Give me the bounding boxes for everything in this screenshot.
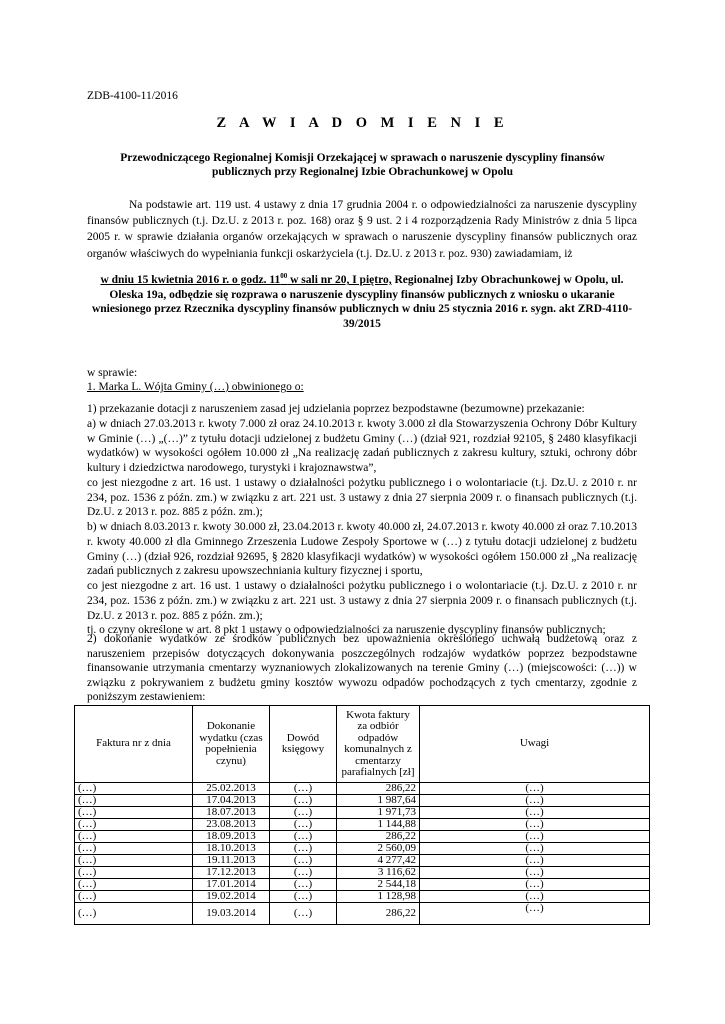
invoice-cell: (…) (75, 867, 193, 879)
amount-cell: 1 987,64 (337, 795, 420, 807)
document-subtitle: Przewodniczącego Regionalnej Komisji Orzekającej w sprawach o naruszenie dyscypliny finansów publicznych przy Regionalnej Izbie Obrachunkowej w Opolu (120, 152, 605, 178)
charge-1-intro: 1) przekazanie dotacji z naruszeniem zasad jej udzielania poprzez bezpodstawne (bezumowne) przekazanie: (87, 403, 585, 415)
header-expense-date: Dokonanie wydatku (czas popełnienia czynu) (193, 706, 270, 783)
charge-1-a: a) w dniach 27.03.2013 r. kwoty 7.000 zł oraz 24.10.2013 r. kwoty 3.000 zł dla Stowarzyszenia Ochrony Dóbr Kultury w Gminie (…) „(…)” z tytułu dotacji udzielonej z budżetu Gminy (…) (dział 921, rozdział 92105, § 2480 klasyfikacji wydatków) w wysokości ogółem 10.000 zł „Na realizację zadań publicznych z zakresu kultury, sztuki, ochrony dóbr kultury i dziedzictwa narodowego, turystyki i krajoznawstwa”, (87, 417, 637, 474)
document-reference: ZDB-4100-11/2016 (87, 90, 178, 102)
notes-cell: (…) (420, 867, 650, 879)
table-row (75, 843, 650, 855)
amount-cell: 4 277,42 (337, 855, 420, 867)
charge-1-b-legal: co jest niezgodne z art. 16 ust. 1 ustawy o działalności pożytku publicznego i o wolontariacie (t.j. Dz.U. z 2010 r. nr 234, poz. 1536 z późn. zm.) w związku z art. 221 ust. 3 ustawy z dnia 27 sierpnia 2009 r. o finansach publicznych (t.j. Dz.U. z 2013 r. poz. 885 z późn. zm.); (87, 580, 637, 622)
voucher-cell: (…) (270, 783, 337, 795)
notes-cell: (…) (420, 783, 650, 795)
voucher-cell: (…) (270, 819, 337, 831)
notes-cell: (…) (420, 891, 650, 903)
expense-date-cell: 18.09.2013 (193, 831, 270, 843)
table-row (75, 831, 650, 843)
invoice-cell: (…) (75, 855, 193, 867)
voucher-cell: (…) (270, 903, 337, 925)
expense-date-cell: 19.03.2014 (193, 903, 270, 925)
amount-cell: 2 544,18 (337, 879, 420, 891)
voucher-cell: (…) (270, 855, 337, 867)
expense-date-cell: 17.12.2013 (193, 867, 270, 879)
hearing-date-text: w dniu 15 kwietnia 2016 r. o godz. 11 (100, 274, 281, 286)
amount-cell: 1 128,98 (337, 891, 420, 903)
notes-cell: (…) (420, 807, 650, 819)
notes-cell: (…) (420, 855, 650, 867)
amount-cell: 1 144,88 (337, 819, 420, 831)
invoice-cell: (…) (75, 843, 193, 855)
invoice-cell: (…) (75, 879, 193, 891)
voucher-cell: (…) (270, 831, 337, 843)
table-row (75, 819, 650, 831)
table-row (75, 879, 650, 891)
table-header-row (75, 706, 650, 783)
hearing-hour-sup: 00 (280, 272, 288, 280)
hearing-details: Regionalnej Izby Obrachunkowej w Opolu, ul. Oleska 19a, odbędzie się rozprawa o naruszenie dyscypliny finansów publicznych z wniosku o ukaranie wniesionego przez Rzecznika dyscypliny finansów publicznych w dniu 25 stycznia 2016 r. sygn. akt ZRD-4110-39/2015 (91, 274, 633, 330)
invoice-cell: (…) (75, 807, 193, 819)
invoice-cell: (…) (75, 795, 193, 807)
amount-cell: 286,22 (337, 783, 420, 795)
notes-cell: (…) (420, 879, 650, 891)
voucher-cell: (…) (270, 879, 337, 891)
voucher-cell: (…) (270, 891, 337, 903)
voucher-cell: (…) (270, 843, 337, 855)
charge-1-a-legal: co jest niezgodne z art. 16 ust. 1 ustawy o działalności pożytku publicznego i o wolontariacie (t.j. Dz.U. z 2010 r. nr 234, poz. 1536 z późn. zm.) w związku z art. 221 ust. 3 ustawy z dnia 27 sierpnia 2009 r. o finansach publicznych (t.j. Dz.U. z 2013 r. poz. 885 z późn. zm.); (87, 476, 637, 519)
in-the-matter-label: w sprawie: (87, 367, 138, 379)
accused-person: 1. Marka L. Wójta Gminy (…) obwinionego o: (87, 381, 304, 393)
table-row (75, 903, 650, 925)
expense-date-cell: 18.07.2013 (193, 807, 270, 819)
notes-cell: (…) (420, 831, 650, 843)
invoice-cell: (…) (75, 819, 193, 831)
table-row (75, 855, 650, 867)
table-row (75, 795, 650, 807)
invoice-cell: (…) (75, 831, 193, 843)
amount-cell: 2 560,09 (337, 843, 420, 855)
invoice-cell: (…) (75, 783, 193, 795)
expense-date-cell: 25.02.2013 (193, 783, 270, 795)
amount-cell: 286,22 (337, 903, 420, 925)
voucher-cell: (…) (270, 807, 337, 819)
expense-date-cell: 17.01.2014 (193, 879, 270, 891)
charge-1-summary: tj. o czyny określone w art. 8 pkt 1 ustawy o odpowiedzialności za naruszenie dyscypliny finansów publicznych; (87, 624, 606, 637)
notes-cell: (…) (420, 843, 650, 855)
notes-cell: (…) (420, 819, 650, 831)
invoice-cell: (…) (75, 891, 193, 903)
expense-date-cell: 19.02.2014 (193, 891, 270, 903)
header-voucher: Dowód księgowy (270, 706, 337, 783)
voucher-cell: (…) (270, 867, 337, 879)
invoice-cell: (…) (75, 903, 193, 925)
expense-date-cell: 18.10.2013 (193, 843, 270, 855)
hearing-announcement (87, 273, 637, 331)
table-row (75, 783, 650, 795)
notes-cell: (…) (420, 903, 650, 925)
hearing-place: w sali nr 20, I piętro, (287, 274, 392, 286)
intro-paragraph: Na podstawie art. 119 ust. 4 ustawy z dnia 17 grudnia 2004 r. o odpowiedzialności za naruszenie dyscypliny finansów publicznych (t.j. Dz.U. z 2013 r. poz. 168) oraz § 9 ust. 2 i 4 rozporządzenia Rady Ministrów z dnia 5 lipca 2005 r. w sprawie działania organów orzekających w sprawach o naruszenie dyscypliny finansów publicznych oraz organów właściwych do wypełniania funkcji oskarżyciela (t.j. Dz.U. z 2013 r. poz. 930) zawiadamiam, iż (87, 199, 637, 260)
header-invoice: Faktura nr z dnia (75, 706, 193, 783)
amount-cell: 1 971,73 (337, 807, 420, 819)
table-row (75, 867, 650, 879)
header-amount: Kwota faktury za odbiór odpadów komunalnych z cmentarzy parafialnych [zł] (337, 706, 420, 783)
expense-date-cell: 17.04.2013 (193, 795, 270, 807)
charge-1 (87, 402, 637, 638)
table-row (75, 891, 650, 903)
document-title: Z A W I A D O M I E N I E (216, 115, 509, 131)
voucher-cell: (…) (270, 795, 337, 807)
invoice-table (74, 705, 650, 925)
amount-cell: 286,22 (337, 831, 420, 843)
table-row (75, 807, 650, 819)
amount-cell: 3 116,62 (337, 867, 420, 879)
hearing-date (100, 274, 391, 286)
charge-2: 2) dokonanie wydatków ze środków publicznych bez upoważnienia określonego uchwałą budżetową oraz z naruszeniem przepisów dotyczących dokonywania poszczególnych rodzajów wydatków poprzez bezpodstawne finansowanie utrzymania cmentarzy wyznaniowych zlokalizowanych na terenie Gminy (…) (miejscowości: (…)) w związku z pokrywaniem z budżetu gminy kosztów wywozu odpadów pochodzących z tych cmentarzy, zgodnie z poniższym zestawieniem: (87, 633, 637, 704)
notes-cell: (…) (420, 795, 650, 807)
header-notes: Uwagi (420, 706, 650, 783)
table-body (75, 783, 650, 925)
charge-1-b: b) w dniach 8.03.2013 r. kwoty 30.000 zł, 23.04.2013 r. kwoty 40.000 zł, 24.07.2013 r. kwoty 40.000 zł oraz 7.10.2013 r. kwoty 40.000 zł dla Gminnego Zrzeszenia Ludowe Zespoły Sportowe w (…) z tytułu dotacji udzielonej z budżetu Gminy (…) (dział 926, rozdział 92695, § 2820 klasyfikacji wydatków) w wysokości ogółem 150.000 zł „Na realizację zadań publicznych z zakresu upowszechniania kultury fizycznej i sportu, (87, 521, 637, 578)
expense-date-cell: 23.08.2013 (193, 819, 270, 831)
expense-date-cell: 19.11.2013 (193, 855, 270, 867)
